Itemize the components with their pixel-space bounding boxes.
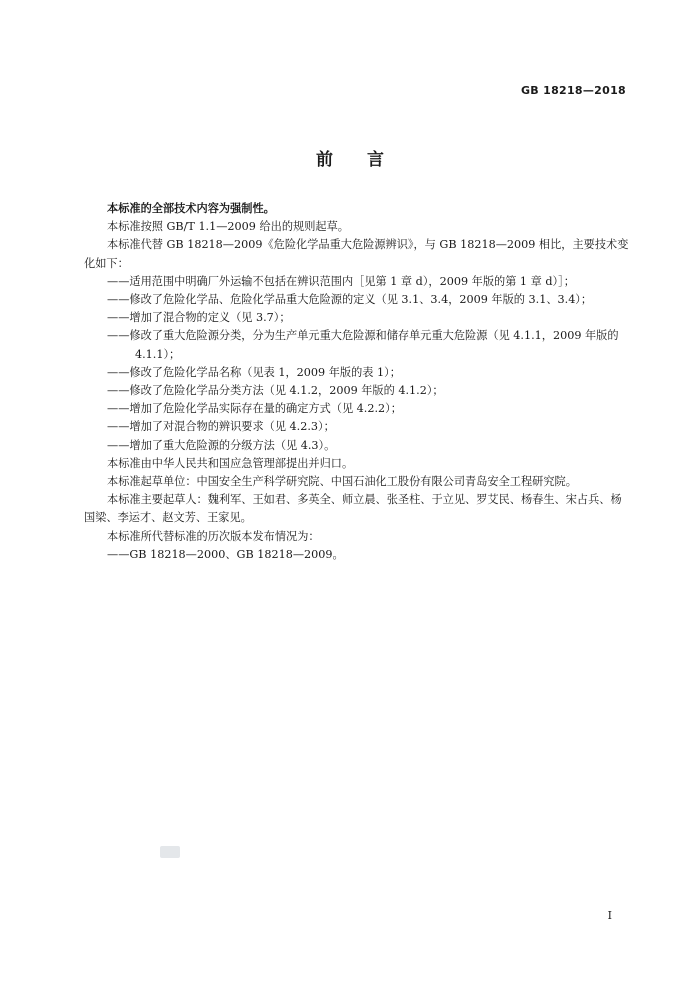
list-item: ——增加了危险化学品实际存在量的确定方式（见 4.2.2）； <box>107 402 402 416</box>
list-item: ——适用范围中明确厂外运输不包括在辨识范围内［见第 1 章 d），2009 年版的第 1 章 d）］； <box>107 274 575 288</box>
list-item: ——增加了对混合物的辨识要求（见 4.2.3）； <box>107 420 335 434</box>
drafting-organizations-paragraph: 本标准起草单位：中国安全生产科学研究院、中国石油化工股份有限公司青岛安全工程研究院。 <box>107 475 577 489</box>
list-item: ——增加了混合物的定义（见 3.7）； <box>107 311 291 325</box>
history-heading-paragraph: 本标准所代替标准的历次版本发布情况为： <box>107 529 320 543</box>
watermark-logo <box>160 846 180 858</box>
proposer-paragraph: 本标准由中华人民共和国应急管理部提出并归口。 <box>107 456 354 470</box>
page-number: I <box>607 909 612 922</box>
drafting-rules-paragraph: 本标准按照 GB/T 1.1—2009 给出的规则起草。 <box>107 220 349 234</box>
foreword-body <box>84 200 630 564</box>
standard-code: GB 18218—2018 <box>520 84 626 97</box>
mandatory-statement: 本标准的全部技术内容为强制性。 <box>107 202 275 215</box>
replacement-paragraph: 本标准代替 GB 18218—2009《危险化学品重大危险源辨识》，与 GB 18218—2009 相比，主要技术变化如下： <box>84 238 629 270</box>
list-item: ——修改了危险化学品分类方法（见 4.1.2，2009 年版的 4.1.2）； <box>107 384 444 398</box>
drafters-paragraph: 本标准主要起草人：魏利军、王如君、多英全、师立晨、张圣柱、于立见、罗艾民、杨春生、宋占兵、杨国梁、李运才、赵文芳、王家见。 <box>84 493 622 525</box>
list-item: ——增加了重大危险源的分级方法（见 4.3）。 <box>107 438 336 452</box>
page-title: 前 言 <box>316 150 398 170</box>
list-item: ——修改了重大危险源分类，分为生产单元重大危险源和储存单元重大危险源（见 4.1.1，2009 年版的 4.1.1）； <box>107 329 619 361</box>
changes-list <box>84 273 630 455</box>
list-item: ——修改了危险化学品名称（见表 1，2009 年版的表 1）； <box>107 365 401 379</box>
history-list-item: ——GB 18218—2000、GB 18218—2009。 <box>107 547 344 561</box>
list-item: ——修改了危险化学品、危险化学品重大危险源的定义（见 3.1、3.4，2009 年版的 3.1、3.4）； <box>107 293 593 307</box>
